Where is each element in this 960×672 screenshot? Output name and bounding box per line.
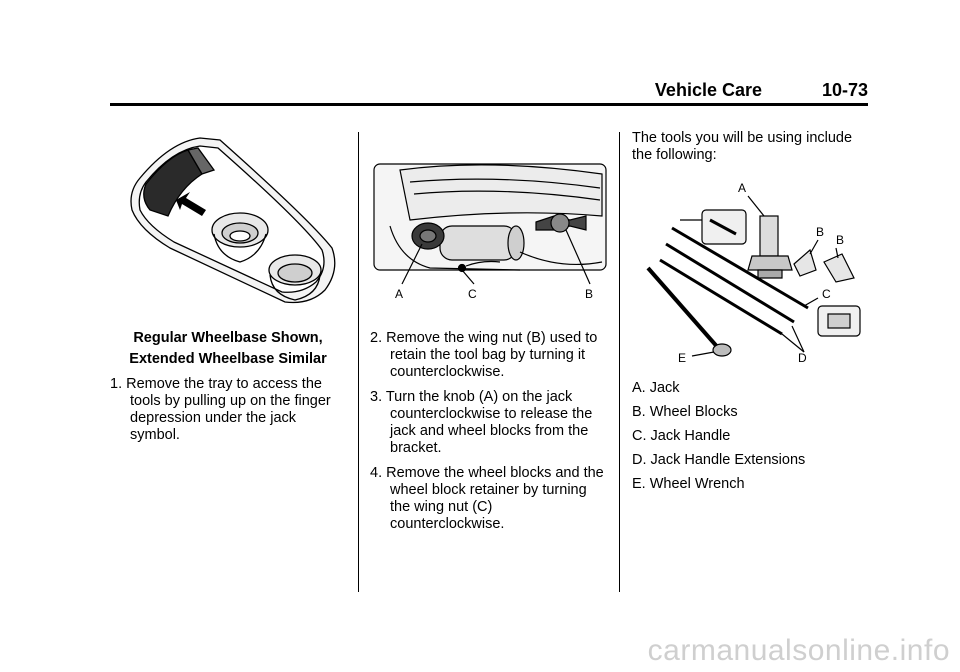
- tools-label-e: E: [678, 351, 687, 364]
- figure-caption-line1: Regular Wheelbase Shown,: [133, 330, 323, 346]
- middle-column: [370, 130, 608, 541]
- tools-intro: The tools you will be using include the following:: [632, 130, 853, 163]
- tools-label-b2: B: [836, 233, 845, 247]
- tools-label-d: D: [798, 351, 807, 364]
- list-item: E. Wheel Wrench: [632, 476, 745, 492]
- tools-label-c: C: [822, 287, 831, 301]
- step-1: 1. Remove the tray to access the tools by pulling up on the finger depression under the jack symbol.: [110, 376, 331, 443]
- tools-label-b1: B: [816, 225, 825, 239]
- step-3: 3. Turn the knob (A) on the jack counterclockwise to release the jack and wheel blocks from the bracket.: [370, 389, 593, 456]
- section-title: Vehicle Care: [654, 80, 762, 100]
- figure-label-b: B: [585, 287, 594, 301]
- tools-illustration: [632, 174, 868, 364]
- column-divider-2: [619, 132, 620, 592]
- watermark: carmanualsonline.info: [647, 634, 950, 667]
- jack-bracket-illustration: [370, 130, 608, 304]
- page-number: 10-73: [821, 80, 868, 100]
- step-4: 4. Remove the wheel blocks and the wheel block retainer by turning the wing nut (C) counterclockwise.: [370, 465, 604, 532]
- column-divider-1: [358, 132, 359, 592]
- storage-tray-illustration: [110, 130, 346, 320]
- list-item: B. Wheel Blocks: [632, 404, 738, 420]
- left-column: [110, 130, 346, 452]
- tools-label-a: A: [738, 181, 747, 195]
- step-2: 2. Remove the wing nut (B) used to retain the tool bag by turning it counterclockwise.: [370, 330, 598, 380]
- list-item: D. Jack Handle Extensions: [632, 452, 806, 468]
- list-item: A. Jack: [632, 380, 680, 396]
- figure-caption-line2: Extended Wheelbase Similar: [129, 351, 327, 367]
- right-column: [632, 130, 868, 500]
- figure-label-c: C: [468, 287, 477, 301]
- list-item: C. Jack Handle: [632, 428, 731, 444]
- tools-list: [632, 380, 868, 493]
- header-rule: [110, 103, 868, 106]
- figure-label-a: A: [395, 287, 404, 301]
